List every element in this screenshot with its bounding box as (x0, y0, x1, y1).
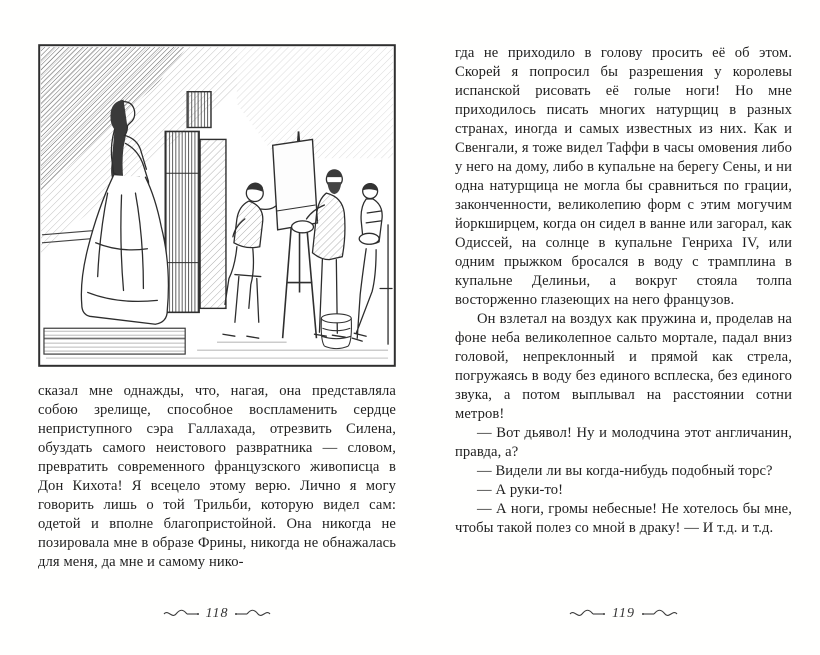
page-number-left: 118 (205, 606, 229, 621)
flourish-right-icon (642, 609, 678, 619)
page-right (455, 0, 792, 655)
paragraph: Он взлетал на воздух как пружина и, проделав на фоне неба великолепное сальто мортале, падал вниз головой, непреклонный и прямой как стрела, погружаясь в воду без единого всплеска, без единого звука, а потом выплывал на расстоянии сотни метров! (455, 311, 792, 422)
left-page-footer (38, 606, 396, 622)
book-illustration (38, 44, 396, 367)
right-page-text (455, 44, 792, 538)
paragraph: гда не приходило в голову просить её об этом. Скорей я попросил бы разрешения у королевы испанской рисовать её голые ноги! Но мне приходилось писать многих натурщиц в разных странах, иногда и самых известных из них. Как и Свенгали, я тоже видел Таффи в часы омовения либо у него на дому, либо в купальне на берегу Сены, и ни одна натурщица не могла бы сравниться по грации, законченности, великолепию форм с этим могучим йоркширцем, когда он сидел в ванне или загорал, как Одиссей, на солнце в купальне Генриха IV, или одним прыжком бросался в воду с трамплина в купальне Делиньи, а вокруг стояла толпа восторженно глазеющих на него французов. (455, 45, 792, 308)
flourish-left-icon (163, 609, 199, 619)
engraving-artists-studio-icon (38, 44, 396, 367)
page-number-right: 119 (612, 606, 635, 621)
dialogue-line: — А ноги, громы небесные! Не хотелось бы мне, чтобы такой полез со мной в драку! — И т.д. и т.д. (455, 501, 792, 536)
paragraph: сказал мне однажды, что, нагая, она представляла собою зрелище, способное воспламенить сердце неприступного сэра Галлахада, отрезвить Силена, обуздать самого неистового развратника — словом, превратить современного французского живописца в Дон Кихота! Я всецело этому верю. Лично я могу говорить лишь о той Трильби, которую видел сам: одетой и вполне благопристойной. Она никогда не позировала мне в образе Фрины, никогда не обнажалась для меня, да мне и самому нико- (38, 383, 396, 570)
dialogue-line: — Видели ли вы когда-нибудь подобный торс? (477, 463, 773, 479)
dialogue-line: — Вот дьявол! Ну и молодчина этот англичанин, правда, а? (455, 425, 792, 460)
flourish-left-icon (569, 609, 605, 619)
flourish-right-icon (235, 609, 271, 619)
right-page-footer (455, 606, 792, 622)
page-left (38, 0, 396, 655)
left-page-text (38, 382, 396, 572)
dialogue-line: — А руки-то! (477, 482, 564, 498)
